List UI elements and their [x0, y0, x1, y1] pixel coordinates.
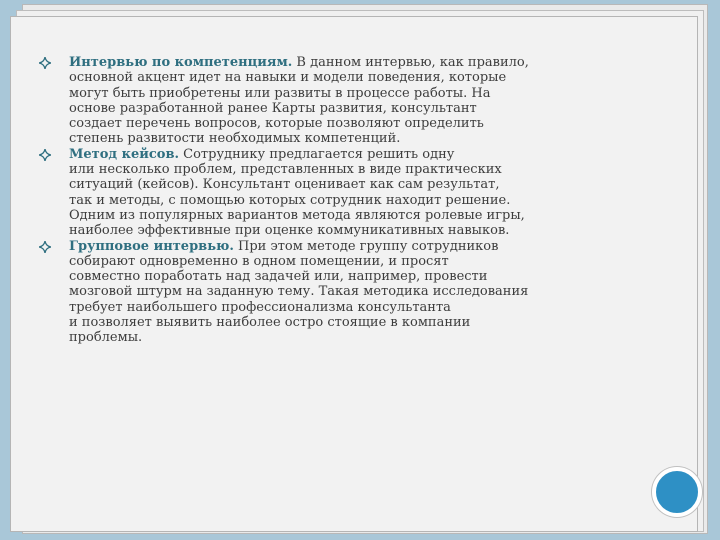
bullet-term: Интервью по компетенциям.	[69, 55, 293, 70]
diamond-bullet-icon	[39, 241, 51, 253]
bullet-line: так и методы, с помощью которых сотрудник находит решение.	[69, 192, 511, 208]
bullet-text	[69, 55, 619, 147]
bullet-line-text: При этом методе группу сотрудников	[233, 238, 499, 254]
decorative-blue-circle	[652, 467, 702, 517]
bullet-line: создает перечень вопросов, которые позволяют определить	[69, 116, 484, 132]
bullet-line: Одним из популярных вариантов метода являются ролевые игры,	[69, 207, 525, 223]
bullet-line: могут быть приобретены или развиты в процессе работы. На	[69, 85, 491, 101]
bullet-line: основной акцент идет на навыки и модели поведения, которые	[69, 70, 507, 86]
bullet-line-text: В данном интервью, как правило,	[292, 55, 529, 70]
bullet-text	[69, 147, 619, 239]
bullet-text	[69, 239, 619, 346]
bullet-line: требует наибольшего профессионализма консультанта	[69, 299, 451, 315]
bullet-line: основе разработанной ранее Карты развития, консультант	[69, 100, 477, 116]
bullet-line: проблемы.	[69, 330, 143, 346]
bullet-item-competency-interview	[39, 55, 619, 147]
bullet-line: собирают одновременно в одном помещении, и просят	[69, 253, 449, 269]
bullet-line: наиболее эффективные при оценке коммуникативных навыков.	[69, 223, 510, 239]
bullet-line: или несколько проблем, представленных в виде практических	[69, 162, 502, 178]
bullet-item-group-interview	[39, 239, 619, 346]
bullet-line	[69, 55, 619, 70]
bullet-line	[69, 239, 619, 254]
diamond-bullet-icon	[39, 149, 51, 161]
bullet-line-text: Сотруднику предлагается решить одну	[179, 146, 455, 162]
slide-content	[39, 55, 619, 346]
bullet-line: ситуаций (кейсов). Консультант оценивает как сам результат,	[69, 177, 500, 193]
bullet-line: и позволяет выявить наиболее остро стоящие в компании	[69, 315, 471, 331]
slide	[10, 16, 698, 532]
bullet-line: степень развитости необходимых компетенций.	[69, 131, 401, 147]
bullet-line	[69, 147, 619, 162]
bullet-line: мозговой штурм на заданную тему. Такая методика исследования	[69, 284, 529, 300]
bullet-line: совместно поработать над задачей или, например, провести	[69, 269, 488, 285]
bullet-term: Метод кейсов.	[69, 146, 180, 162]
bullet-item-case-method	[39, 147, 619, 239]
diamond-bullet-icon	[39, 57, 51, 69]
bullet-term: Групповое интервью.	[69, 238, 234, 254]
